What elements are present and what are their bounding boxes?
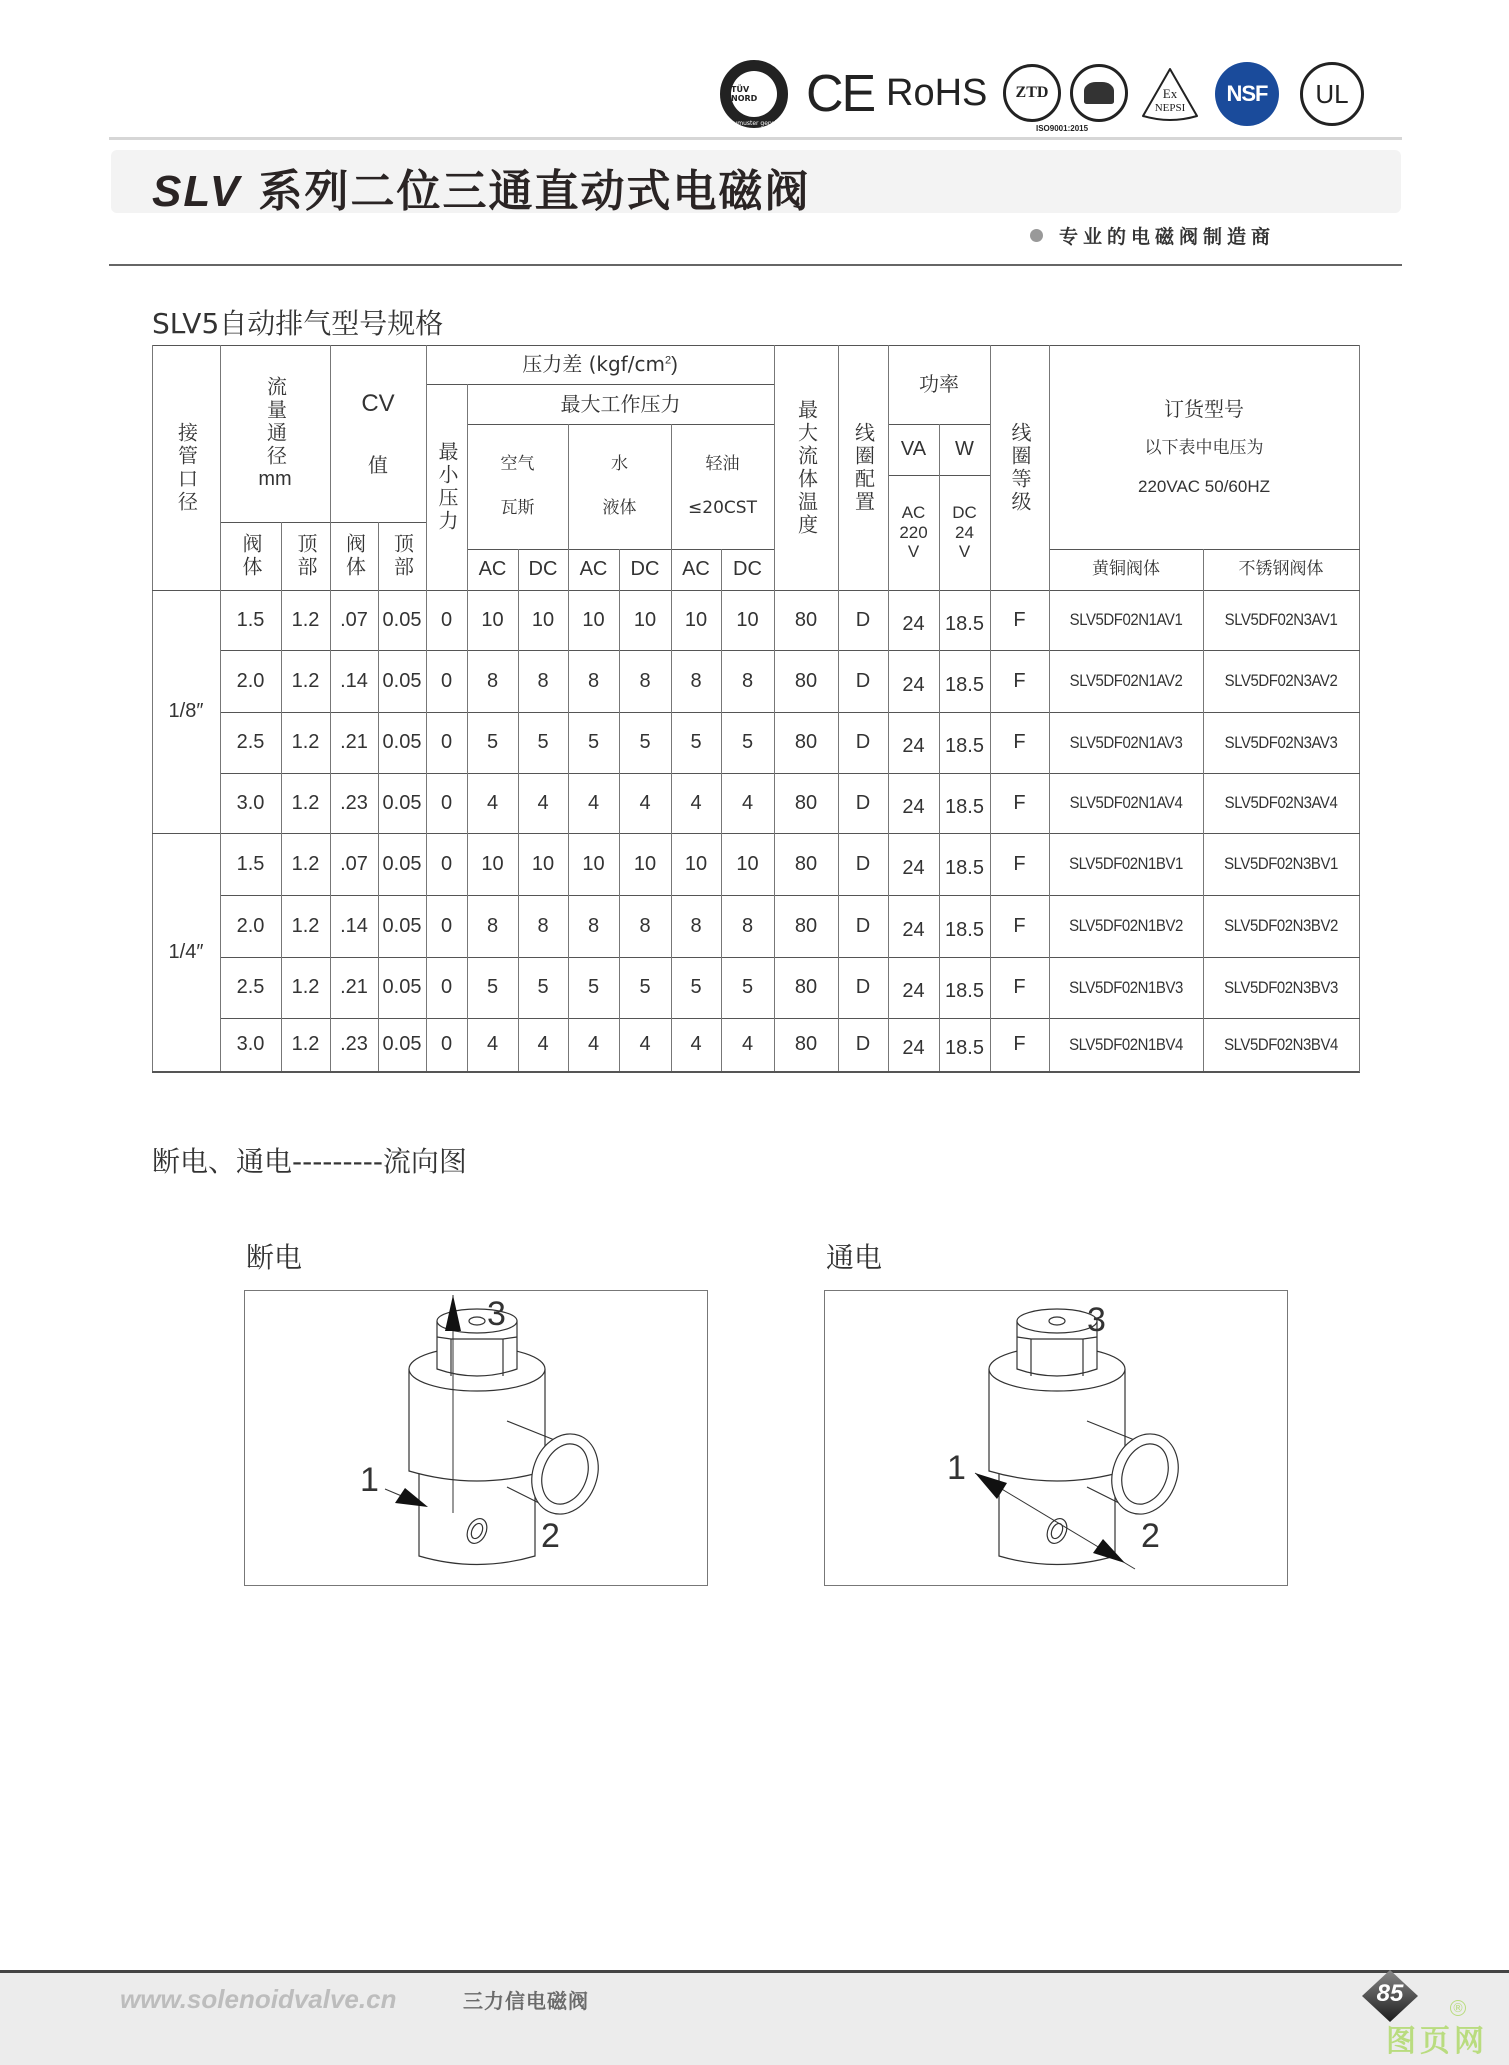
- grid-line: [220, 522, 427, 523]
- table-cell-oil-ac: 4: [690, 791, 702, 814]
- table-cell-water-ac: 10: [582, 852, 605, 875]
- page-title: [152, 155, 810, 219]
- table-cell-air-ac: 4: [486, 791, 499, 814]
- table-cell-va: 24: [902, 612, 925, 635]
- table-cell-stainless: SLV5DF02N3AV2: [1224, 671, 1338, 691]
- header-va: VA: [900, 438, 927, 460]
- port-2-label: 2: [541, 1517, 560, 1555]
- table-cell-va: 24: [902, 735, 925, 757]
- table-cell-brass: SLV5DF02N1AV3: [1069, 732, 1183, 752]
- table-cell-temp: 80: [794, 852, 818, 875]
- table-cell-w: 18.5: [945, 795, 984, 818]
- table-cell-stainless: SLV5DF02N3AV1: [1224, 610, 1338, 630]
- tuv-ring-text: Baumuster geprüft: [725, 120, 783, 127]
- header-cv-body: 阀体: [342, 533, 367, 579]
- grid-line: [467, 424, 775, 425]
- grid-line: [152, 833, 1360, 834]
- table-cell-oil-dc: 5: [741, 731, 754, 753]
- table-cell-va: 24: [902, 980, 925, 1002]
- oil-label: 轻油: [705, 453, 740, 474]
- table-cell-cv-body: .23: [340, 791, 368, 814]
- table-cell-w: 18.5: [945, 1037, 984, 1059]
- header-cv: [330, 345, 426, 522]
- diagram-power-on: [824, 1290, 1288, 1586]
- table-cell-cv-top: 0.05: [382, 1033, 422, 1055]
- ztd-logo: ZTD: [1003, 64, 1061, 122]
- table-cell-orifice-top: 1.2: [291, 914, 320, 937]
- table-cell-oil-ac: 8: [690, 669, 702, 692]
- table-cell-min: 0: [440, 976, 453, 998]
- table-cell-cv-body: .21: [340, 731, 368, 753]
- table-cell-water-ac: 4: [587, 1033, 600, 1055]
- table-cell-brass: SLV5DF02N1BV3: [1069, 977, 1183, 997]
- table-cell-orifice-body: 2.0: [236, 914, 265, 937]
- table-cell-cv-body: .07: [340, 608, 368, 631]
- table-cell-air-dc: 8: [537, 914, 549, 937]
- grid-line: [220, 712, 1360, 713]
- table-cell-class: F: [1013, 669, 1026, 692]
- table-cell-class: F: [1013, 608, 1026, 631]
- grid-line: [220, 773, 1360, 774]
- table-cell-temp: 80: [794, 914, 818, 937]
- header-dc: DC: [733, 558, 762, 580]
- table-cell-stainless: SLV5DF02N3BV4: [1224, 1034, 1338, 1054]
- table-cell-temp: 80: [794, 791, 818, 814]
- header-oil: [671, 424, 774, 549]
- table-cell-water-ac: 4: [587, 791, 600, 814]
- table-cell-oil-dc: 5: [741, 976, 754, 998]
- on-label: 通电: [826, 1241, 883, 1274]
- orifice-unit: mm: [258, 468, 292, 490]
- table-cell-orifice-top: 1.2: [291, 791, 320, 814]
- table-cell-brass: SLV5DF02N1AV1: [1069, 610, 1183, 630]
- table-cell-cv-body: .21: [340, 976, 368, 998]
- voltage-note: 以下表中电压为: [1144, 437, 1264, 458]
- header-min-pressure: 最小压力: [435, 441, 459, 533]
- off-label: 断电: [246, 1241, 303, 1274]
- table-cell-min: 0: [440, 1033, 453, 1055]
- table-cell-air-dc: 4: [537, 1033, 549, 1055]
- table-cell-w: 18.5: [945, 673, 984, 696]
- table-cell-orifice-top: 1.2: [291, 669, 320, 692]
- water-label: 水: [611, 453, 628, 474]
- table-cell-temp: 80: [794, 731, 818, 753]
- tagline: [1030, 222, 1275, 249]
- header-orifice-body: 阀体: [239, 533, 263, 579]
- table-cell-oil-dc: 10: [736, 852, 759, 875]
- orifice-label: 流量通径: [263, 376, 288, 468]
- port-1-label: 1: [360, 1461, 379, 1499]
- table-cell-cv-top: 0.05: [382, 731, 422, 753]
- table-cell-oil-dc: 4: [741, 1033, 754, 1055]
- grid-line: [281, 522, 282, 1071]
- table-cell-orifice-body: 2.0: [236, 669, 265, 692]
- grid-line: [518, 549, 519, 1071]
- header-max-working: 最大工作压力: [560, 391, 681, 416]
- ex-nepsi-logo: [1140, 66, 1200, 122]
- header-max-temp: 最大流体温度: [794, 398, 819, 537]
- table-cell-air-dc: 5: [537, 976, 549, 998]
- table-cell-oil-dc: 10: [736, 608, 759, 631]
- watermark: 图页网: [1386, 2024, 1488, 2059]
- table-cell-coil: D: [855, 731, 871, 753]
- grid-line: [152, 1071, 1360, 1073]
- tuv-label: TÜV NORD: [731, 71, 777, 117]
- table-cell-stainless: SLV5DF02N3BV3: [1224, 977, 1338, 997]
- table-cell-air-dc: 5: [537, 731, 549, 753]
- header-dc: DC: [528, 558, 558, 580]
- table-cell-stainless: SLV5DF02N3AV3: [1224, 732, 1338, 752]
- grid-line: [220, 895, 1360, 896]
- table-cell-cv-top: 0.05: [382, 852, 422, 875]
- table-cell-class: F: [1013, 976, 1026, 998]
- header-ac: AC: [682, 558, 710, 580]
- table-cell-coil: D: [855, 976, 871, 998]
- table-cell-class: F: [1013, 914, 1026, 937]
- grid-line: [426, 384, 775, 385]
- table-cell-coil: D: [855, 669, 871, 692]
- table-cell-cv-top: 0.05: [382, 976, 422, 998]
- grid-line: [152, 345, 1360, 346]
- table-cell-orifice-top: 1.2: [291, 1033, 320, 1055]
- seal-logo: [1070, 64, 1128, 122]
- table-cell-oil-dc: 4: [741, 791, 754, 814]
- pressure-diff-label: 压力差 (kgf/cm: [522, 351, 665, 376]
- header-water-liquid: [568, 424, 671, 549]
- table-cell-orifice-body: 1.5: [236, 608, 265, 631]
- grid-line: [467, 384, 468, 1071]
- table-cell-orifice-body: 1.5: [236, 852, 265, 875]
- grid-line: [220, 650, 1360, 651]
- grid-line: [330, 345, 331, 1071]
- registered-icon: ®: [1452, 2001, 1464, 2015]
- header-air-gas: [467, 424, 568, 549]
- tagline-text: 专业的电磁阀制造商: [1059, 226, 1276, 248]
- grid-line: [774, 345, 775, 1071]
- table-cell-min: 0: [440, 608, 453, 631]
- table-cell-va: 24: [902, 795, 925, 818]
- order-model-label: 订货型号: [1163, 396, 1244, 421]
- table-cell-cv-body: .07: [340, 852, 368, 875]
- table-cell-cv-top: 0.05: [382, 669, 422, 692]
- table-cell-cv-top: 0.05: [382, 914, 422, 937]
- header-coil-class: 线圈等级: [1008, 421, 1032, 514]
- header-orifice-top: 顶部: [294, 533, 318, 579]
- air-label: 空气: [500, 453, 535, 474]
- table-cell-orifice-top: 1.2: [291, 731, 320, 753]
- table-cell-min: 0: [440, 791, 453, 814]
- table-cell-class: F: [1013, 791, 1026, 814]
- table-cell-cv-body: .14: [340, 669, 368, 692]
- header-coil-config: 线圈配置: [851, 421, 876, 514]
- grid-line: [671, 424, 672, 1071]
- table-cell-orifice-body: 2.5: [236, 731, 265, 753]
- table-cell-brass: SLV5DF02N1BV1: [1069, 854, 1183, 874]
- ce-logo: CE: [806, 65, 875, 123]
- table-cell-va: 24: [902, 1037, 925, 1059]
- diagram-power-off: [244, 1290, 708, 1586]
- header-power: 功率: [919, 372, 959, 396]
- port-2-label: 2: [1141, 1517, 1160, 1555]
- table-cell-oil-ac: 8: [690, 914, 702, 937]
- cv-label: CV: [361, 390, 395, 418]
- table-cell-water-ac: 8: [587, 669, 600, 692]
- table-cell-coil: D: [855, 914, 871, 937]
- header-dc24: DC 24 V: [952, 503, 977, 562]
- table-cell-cv-top: 0.05: [382, 608, 422, 631]
- valve-drawing-off: [245, 1291, 709, 1587]
- table-cell-air-ac: 5: [486, 731, 499, 753]
- table-cell-min: 0: [440, 731, 453, 753]
- flow-title: 断电、通电---------流向图: [152, 1145, 467, 1178]
- voltage-spec: 220VAC 50/60HZ: [1138, 476, 1270, 496]
- grid-line: [939, 424, 940, 1071]
- grid-line: [838, 345, 839, 1071]
- table-cell-oil-ac: 4: [690, 1033, 702, 1055]
- pressure-unit-close: ): [671, 353, 678, 376]
- cv-value-label: 值: [368, 452, 388, 477]
- title-prefix: SLV: [152, 167, 242, 216]
- grid-line: [152, 345, 153, 1071]
- header-brass: 黄铜阀体: [1092, 558, 1160, 579]
- table-cell-air-dc: 4: [537, 791, 549, 814]
- header-w: W: [955, 438, 974, 460]
- iso-label: ISO9001:2015: [1036, 124, 1089, 133]
- table-cell-air-ac: 10: [481, 852, 504, 875]
- rohs-logo: RoHS: [886, 72, 988, 114]
- table-cell-air-ac: 8: [486, 669, 499, 692]
- table-cell-w: 18.5: [945, 612, 984, 635]
- table-cell-va: 24: [902, 673, 925, 696]
- table-cell-water-dc: 10: [633, 852, 657, 875]
- header-ac: AC: [579, 558, 608, 580]
- table-cell-air-dc: 10: [531, 852, 555, 875]
- section-title: SLV5自动排气型号规格: [152, 307, 444, 340]
- valve-drawing-on: [825, 1291, 1289, 1587]
- oil-viscosity-label: ≤20CST: [688, 497, 757, 518]
- table-cell-water-dc: 4: [639, 791, 651, 814]
- grid-line: [990, 345, 991, 1071]
- grid-line: [467, 549, 775, 550]
- grid-line: [888, 345, 889, 1071]
- bullet-icon: [1030, 229, 1043, 242]
- table-cell-min: 0: [440, 914, 453, 937]
- grid-line: [220, 345, 221, 1071]
- table-cell-stainless: SLV5DF02N3BV1: [1224, 854, 1338, 874]
- table-cell-air-ac: 10: [481, 608, 504, 631]
- table-cell-orifice-body: 3.0: [236, 791, 265, 814]
- table-cell-oil-ac: 5: [690, 731, 702, 753]
- table-cell-air-ac: 4: [486, 1033, 499, 1055]
- table-cell-air-dc: 10: [531, 608, 555, 631]
- header-stainless: 不锈钢阀体: [1238, 558, 1324, 579]
- table-cell-class: F: [1013, 731, 1026, 753]
- table-cell-water-dc: 5: [639, 976, 651, 998]
- table-cell-brass: SLV5DF02N1AV2: [1069, 671, 1183, 691]
- table-cell-water-dc: 4: [639, 1033, 651, 1055]
- table-cell-water-ac: 10: [582, 608, 605, 631]
- table-cell-brass: SLV5DF02N1BV4: [1069, 1034, 1183, 1054]
- table-cell-w: 18.5: [945, 980, 984, 1002]
- pressure-unit-sup: 2: [664, 353, 672, 366]
- table-cell-va: 24: [902, 856, 925, 879]
- ul-logo: UL: [1300, 62, 1364, 126]
- table-cell-temp: 80: [794, 669, 818, 692]
- table-cell-coil: D: [855, 608, 871, 631]
- table-cell-class: F: [1013, 1033, 1026, 1055]
- table-cell-va: 24: [902, 918, 925, 941]
- grid-line: [220, 957, 1360, 958]
- title-rest: 系列二位三通直动式电磁阀: [258, 166, 811, 217]
- header-divider: [109, 264, 1402, 266]
- grid-line: [619, 549, 620, 1071]
- table-cell-cv-body: .23: [340, 1033, 368, 1055]
- table-cell-air-ac: 5: [486, 976, 499, 998]
- table-cell-temp: 80: [794, 608, 818, 631]
- table-cell-min: 0: [440, 669, 453, 692]
- table-cell-water-dc: 8: [639, 669, 651, 692]
- header-ac220: AC 220 V: [899, 503, 928, 562]
- grid-line: [152, 590, 1360, 591]
- grid-line: [378, 522, 379, 1071]
- port-1-label: 1: [947, 1449, 966, 1487]
- table-cell-brass: SLV5DF02N1BV2: [1069, 916, 1183, 936]
- table-cell-orifice-top: 1.2: [291, 976, 320, 998]
- table-cell-coil: D: [855, 1033, 871, 1055]
- footer-brand: 三力信电磁阀: [463, 1989, 589, 2013]
- table-cell-orifice-top: 1.2: [291, 852, 320, 875]
- table-cell-oil-ac: 5: [690, 976, 702, 998]
- table-cell-orifice-body: 2.5: [236, 976, 265, 998]
- header-cv-top: 顶部: [390, 533, 415, 579]
- port-3-label: 3: [1087, 1301, 1106, 1339]
- grid-line: [568, 424, 569, 1071]
- table-cell-water-ac: 5: [587, 976, 600, 998]
- table-cell-oil-dc: 8: [741, 669, 754, 692]
- table-cell-min: 0: [440, 852, 453, 875]
- table-cell-class: F: [1013, 852, 1026, 875]
- table-cell-water-dc: 8: [639, 914, 651, 937]
- table-cell-water-dc: 10: [633, 608, 657, 631]
- nepsi-text: NEPSI: [1154, 102, 1186, 114]
- table-cell-stainless: SLV5DF02N3AV4: [1224, 793, 1338, 813]
- tuv-nord-logo: [720, 60, 788, 128]
- table-cell-oil-ac: 10: [684, 608, 708, 631]
- table-cell-stainless: SLV5DF02N3BV2: [1224, 916, 1338, 936]
- port-size-cell: 1/8″: [168, 700, 204, 722]
- table-cell-water-dc: 5: [639, 731, 651, 753]
- table-cell-air-ac: 8: [486, 914, 499, 937]
- table-cell-w: 18.5: [945, 856, 984, 879]
- grid-line: [1203, 549, 1204, 1071]
- table-cell-coil: D: [855, 791, 871, 814]
- table-cell-oil-ac: 10: [684, 852, 708, 875]
- ex-text: Ex: [1162, 86, 1178, 101]
- table-cell-water-ac: 5: [587, 731, 600, 753]
- grid-line: [1359, 345, 1360, 1072]
- table-cell-coil: D: [855, 852, 871, 875]
- header-ac: AC: [478, 558, 507, 580]
- table-cell-orifice-body: 3.0: [236, 1033, 265, 1055]
- table-cell-cv-top: 0.05: [382, 791, 422, 814]
- table-cell-brass: SLV5DF02N1AV4: [1069, 793, 1183, 813]
- grid-line: [220, 1018, 1360, 1019]
- footer-url[interactable]: www.solenoidvalve.cn: [120, 1984, 397, 2014]
- grid-line: [1049, 549, 1360, 550]
- header-dc: DC: [630, 558, 660, 580]
- grid-line: [1049, 345, 1050, 1071]
- header-order-model: [1049, 345, 1359, 549]
- port-3-label: 3: [487, 1295, 506, 1333]
- table-cell-orifice-top: 1.2: [291, 608, 320, 631]
- table-cell-temp: 80: [794, 1033, 818, 1055]
- table-cell-oil-dc: 8: [741, 914, 754, 937]
- table-cell-temp: 80: [794, 976, 818, 998]
- table-cell-w: 18.5: [945, 918, 984, 941]
- port-size-cell: 1/4″: [168, 940, 204, 963]
- nsf-logo: NSF: [1215, 62, 1279, 126]
- header-port: 接管口径: [174, 421, 199, 514]
- grid-line: [721, 549, 722, 1071]
- header-orifice: [220, 345, 330, 522]
- table-cell-w: 18.5: [945, 735, 984, 757]
- header-top-rule: [109, 137, 1402, 140]
- page-number: 85: [1376, 1980, 1404, 2007]
- liquid-label: 液体: [602, 497, 637, 518]
- table-cell-water-ac: 8: [587, 914, 600, 937]
- certification-logos: [720, 58, 1370, 138]
- header-pressure-diff: [426, 345, 774, 384]
- grid-line: [426, 345, 427, 1071]
- table-cell-air-dc: 8: [537, 669, 549, 692]
- table-cell-cv-body: .14: [340, 914, 368, 937]
- gas-label: 瓦斯: [500, 497, 535, 518]
